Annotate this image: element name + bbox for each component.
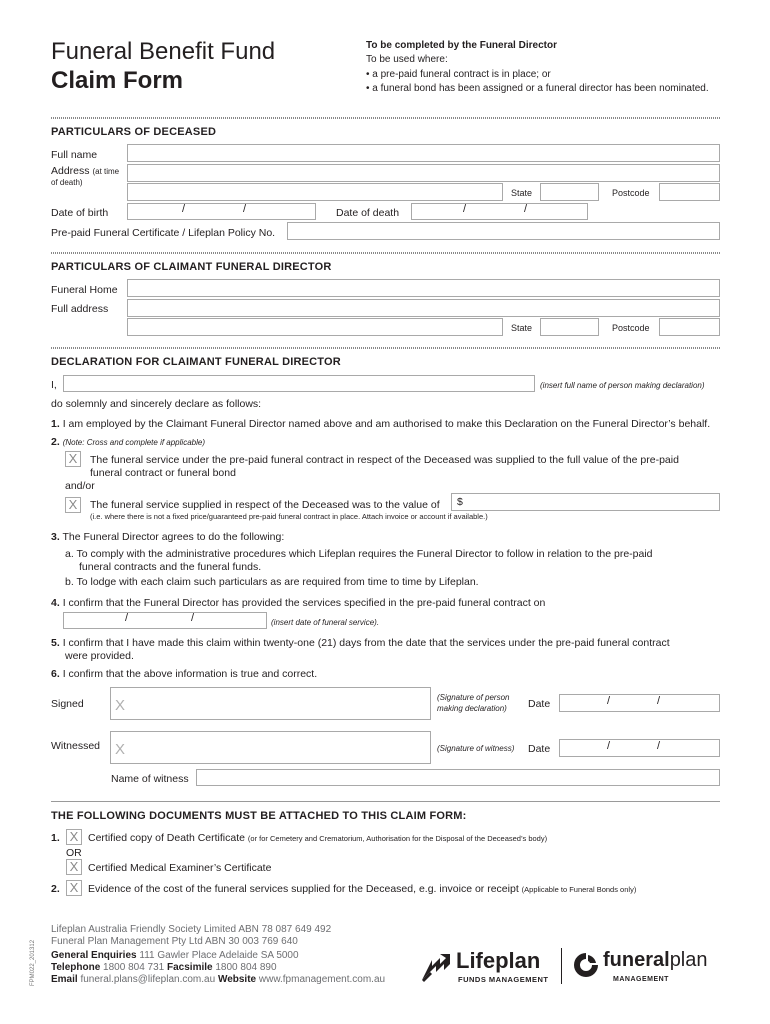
doc-2-text: Evidence of the cost of the funeral services supplied for the Deceased, e.g. invoice or receipt bbox=[88, 883, 519, 895]
sig-date-slash-1: / bbox=[607, 695, 611, 707]
item-2-note: (Note: Cross and complete if applicable) bbox=[62, 438, 205, 447]
address-note-2: of death) bbox=[51, 178, 83, 187]
email-link[interactable]: funeral.plans@lifeplan.com.au bbox=[80, 974, 216, 985]
dollar-sign: $ bbox=[457, 496, 463, 508]
item-2 bbox=[51, 436, 205, 448]
facsimile-number: 1800 804 890 bbox=[215, 962, 277, 973]
item-3b: b. To lodge with each claim such particulars as are required from time to time by Lifeplan. bbox=[65, 576, 479, 588]
footer-enquiries bbox=[51, 950, 299, 962]
dob-field[interactable] bbox=[127, 203, 316, 220]
signature-field[interactable] bbox=[110, 687, 431, 720]
deceased-state-field[interactable] bbox=[540, 183, 599, 201]
dod-label: Date of death bbox=[336, 207, 400, 219]
director-address-field-1[interactable] bbox=[127, 299, 720, 317]
option-value-text: The funeral service supplied in respect of the Deceased was to the value of bbox=[90, 499, 440, 511]
item-4-number: 4. bbox=[51, 597, 60, 609]
signature-note-2: making declaration) bbox=[437, 704, 507, 713]
funeral-cost-evidence-checkbox[interactable]: X bbox=[66, 880, 82, 896]
sig-date-slash-2: / bbox=[657, 695, 661, 707]
email-label: Email bbox=[51, 974, 78, 985]
witness-note: (Signature of witness) bbox=[437, 744, 515, 753]
section-heading-documents: THE FOLLOWING DOCUMENTS MUST BE ATTACHED TO THIS CLAIM FORM: bbox=[51, 810, 467, 822]
service-date-slash-2: / bbox=[191, 612, 195, 624]
form-title-line2: Claim Form bbox=[51, 67, 184, 94]
signature-date-field[interactable] bbox=[559, 694, 720, 712]
logo-divider bbox=[561, 948, 562, 984]
wit-date-slash-1: / bbox=[607, 740, 611, 752]
completion-bullet-2: • a funeral bond has been assigned or a funeral director has been nominated. bbox=[366, 83, 709, 94]
doc-1b-text: Certified Medical Examiner’s Certificate bbox=[88, 862, 272, 874]
item-1-number: 1. bbox=[51, 418, 60, 430]
option-full-value-checkbox[interactable]: X bbox=[65, 451, 81, 467]
service-value-field[interactable] bbox=[451, 493, 720, 511]
footer-contact bbox=[51, 974, 385, 986]
doc-1-text: Certified copy of Death Certificate bbox=[88, 832, 245, 844]
option-full-value-text-2: funeral contract or funeral bond bbox=[90, 467, 236, 479]
signature-x-mark: X bbox=[115, 697, 126, 714]
postcode-label: Postcode bbox=[612, 323, 650, 333]
divider bbox=[51, 801, 720, 802]
footer-abn-1: Lifeplan Australia Friendly Society Limited ABN 78 087 649 492 bbox=[51, 924, 332, 935]
footer-phone bbox=[51, 962, 277, 974]
wit-date-slash-2: / bbox=[657, 740, 661, 752]
divider bbox=[51, 347, 720, 349]
enquiries-address: 111 Gawler Place Adelaide SA 5000 bbox=[139, 950, 299, 961]
full-address-label: Full address bbox=[51, 303, 109, 315]
service-date-slash-1: / bbox=[125, 612, 129, 624]
item-5-number: 5. bbox=[51, 637, 60, 649]
state-label: State bbox=[511, 323, 533, 333]
funeral-home-field[interactable] bbox=[127, 279, 720, 297]
dob-slash-2: / bbox=[243, 203, 247, 215]
item-3a-line-1: a. To comply with the administrative procedures which Lifeplan requires the Funeral Director to follow in relation to the pre-paid bbox=[65, 548, 653, 560]
item-5-text: I confirm that I have made this claim within twenty-one (21) days from the date that the services under the pre-paid funeral contract bbox=[62, 637, 670, 649]
state-label: State bbox=[511, 188, 533, 198]
insert-date-note: (insert date of funeral service). bbox=[271, 618, 380, 627]
doc-1-note: (or for Cemetery and Crematorium, Authorisation for the Disposal of the Deceased’s body) bbox=[247, 834, 548, 843]
funeral-home-label: Funeral Home bbox=[51, 284, 118, 296]
divider bbox=[51, 252, 720, 254]
director-postcode-field[interactable] bbox=[659, 318, 720, 336]
website-link[interactable]: www.fpmanagement.com.au bbox=[258, 974, 386, 985]
or-label: OR bbox=[66, 847, 82, 859]
website-label: Website bbox=[217, 974, 257, 985]
full-name-label: Full name bbox=[51, 149, 98, 161]
witness-date-field[interactable] bbox=[559, 739, 720, 757]
address-note: (at time bbox=[92, 167, 120, 176]
funeralplan-logo-light: plan bbox=[669, 949, 708, 971]
funeralplan-logo-sub: MANAGEMENT bbox=[613, 976, 669, 983]
facsimile-label: Facsimile bbox=[167, 962, 213, 973]
deceased-full-name-field[interactable] bbox=[127, 144, 720, 162]
section-heading-declaration: DECLARATION FOR CLAIMANT FUNERAL DIRECTOR bbox=[51, 356, 341, 368]
certificate-field[interactable] bbox=[287, 222, 720, 240]
doc-1 bbox=[88, 832, 547, 844]
dod-slash-2: / bbox=[524, 203, 528, 215]
item-3-text: The Funeral Director agrees to do the following: bbox=[62, 531, 285, 543]
declarant-name-field[interactable] bbox=[63, 375, 535, 392]
doc-2 bbox=[88, 883, 636, 895]
item-1 bbox=[51, 418, 710, 430]
telephone-label: Telephone bbox=[51, 962, 101, 973]
signed-label: Signed bbox=[51, 698, 84, 710]
enquiries-label: General Enquiries bbox=[51, 950, 137, 961]
completion-note-intro: To be used where: bbox=[366, 54, 448, 65]
director-state-field[interactable] bbox=[540, 318, 599, 336]
completion-bullet-1: • a pre-paid funeral contract is in place; or bbox=[366, 69, 551, 80]
option-full-value-text-1: The funeral service under the pre-paid funeral contract in respect of the Deceased was supplied to the full value of the pre-paid bbox=[90, 454, 679, 466]
item-3-number: 3. bbox=[51, 531, 60, 543]
medical-examiner-checkbox[interactable]: X bbox=[66, 859, 82, 875]
footer-abn-2: Funeral Plan Management Pty Ltd ABN 30 003 769 640 bbox=[51, 936, 298, 947]
solemnly-text: do solemnly and sincerely declare as follows: bbox=[51, 398, 262, 410]
witness-x-mark: X bbox=[115, 741, 126, 758]
i-label: I, bbox=[51, 379, 57, 391]
completion-note-title: To be completed by the Funeral Director bbox=[366, 40, 557, 51]
lifeplan-logo-sub: FUNDS MANAGEMENT bbox=[458, 975, 549, 984]
form-title-line1: Funeral Benefit Fund bbox=[51, 38, 276, 65]
doc-2-note: (Applicable to Funeral Bonds only) bbox=[521, 885, 637, 894]
item-6-number: 6. bbox=[51, 668, 60, 680]
option-value-checkbox[interactable]: X bbox=[65, 497, 81, 513]
item-4 bbox=[51, 597, 545, 609]
lifeplan-logo-icon bbox=[420, 950, 452, 982]
deceased-address-field-2[interactable] bbox=[127, 183, 503, 201]
witnessed-label: Witnessed bbox=[51, 740, 101, 752]
insert-name-note: (insert full name of person making declaration) bbox=[540, 381, 705, 390]
form-code: FPM022_201312 bbox=[30, 939, 36, 986]
funeralplan-logo-icon bbox=[572, 951, 600, 979]
telephone-number: 1800 804 731 bbox=[103, 962, 165, 973]
item-5 bbox=[51, 637, 670, 649]
address-label-text: Address bbox=[51, 165, 90, 177]
dod-field[interactable] bbox=[411, 203, 588, 220]
item-2-number: 2. bbox=[51, 436, 60, 448]
signature-note-1: (Signature of person bbox=[437, 693, 510, 702]
certificate-label: Pre-paid Funeral Certificate / Lifeplan Policy No. bbox=[51, 227, 276, 239]
signature-date-label: Date bbox=[528, 698, 551, 710]
doc-2-number: 2. bbox=[51, 883, 60, 895]
postcode-label: Postcode bbox=[612, 188, 650, 198]
witness-signature-field[interactable] bbox=[110, 731, 431, 764]
item-4-text: I confirm that the Funeral Director has provided the services specified in the pre-paid funeral contract on bbox=[62, 597, 546, 609]
director-address-field-2[interactable] bbox=[127, 318, 503, 336]
and-or-text: and/or bbox=[65, 480, 95, 492]
dob-label: Date of birth bbox=[51, 207, 109, 219]
divider bbox=[51, 117, 720, 119]
funeral-service-date-field[interactable] bbox=[63, 612, 267, 629]
deceased-postcode-field[interactable] bbox=[659, 183, 720, 201]
dob-slash-1: / bbox=[182, 203, 186, 215]
item-3a-line-2: funeral contracts and the funeral funds. bbox=[79, 561, 262, 573]
dod-slash-1: / bbox=[463, 203, 467, 215]
item-3 bbox=[51, 531, 284, 543]
funeralplan-logo-text bbox=[603, 949, 708, 972]
option-value-note: (i.e. where there is not a fixed price/guaranteed pre-paid funeral contract in place. Attach invoice or account if available.) bbox=[90, 512, 488, 521]
item-1-text: I am employed by the Claimant Funeral Director named above and am authorised to make this Declaration on the Funeral Director’s behalf. bbox=[62, 418, 711, 430]
death-certificate-checkbox[interactable]: X bbox=[66, 829, 82, 845]
witness-date-label: Date bbox=[528, 743, 551, 755]
doc-1-number: 1. bbox=[51, 832, 60, 844]
witness-name-field[interactable] bbox=[196, 769, 720, 786]
section-heading-director: PARTICULARS OF CLAIMANT FUNERAL DIRECTOR bbox=[51, 261, 332, 273]
item-6 bbox=[51, 668, 317, 680]
item-5-line-2: were provided. bbox=[65, 650, 134, 662]
section-heading-deceased: PARTICULARS OF DECEASED bbox=[51, 126, 217, 138]
address-label bbox=[51, 165, 119, 177]
funeralplan-logo-bold: funeral bbox=[603, 949, 670, 971]
name-of-witness-label: Name of witness bbox=[111, 773, 189, 785]
deceased-address-field-1[interactable] bbox=[127, 164, 720, 182]
lifeplan-logo-text: Lifeplan bbox=[456, 948, 541, 973]
item-6-text: I confirm that the above information is true and correct. bbox=[62, 668, 318, 680]
